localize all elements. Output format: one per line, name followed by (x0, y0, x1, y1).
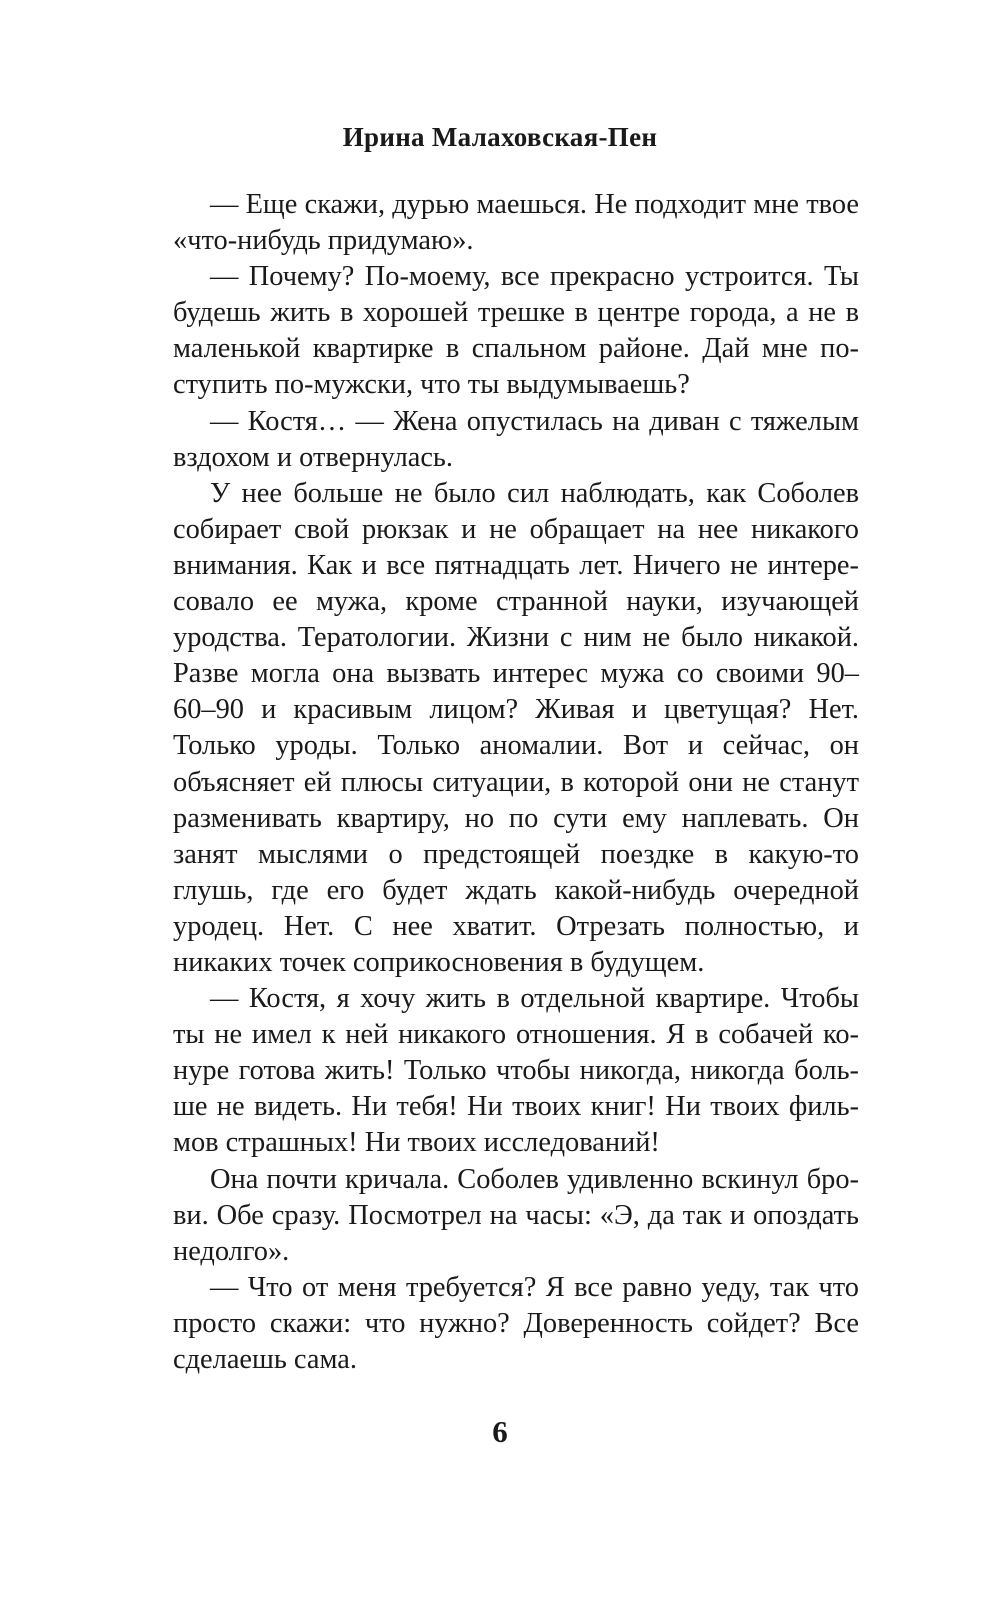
running-head: Ирина Малаховская-Пен (342, 122, 658, 152)
paragraph-2: — Почему? По-моему, все прекрасно устроится. Ты будешь жить в хорошей трешке в центре города, а не в маленькой квартирке в спальном районе. Дай мне поступить по-мужски, что ты выдумываешь? (173, 261, 859, 401)
page-number: 6 (492, 1414, 508, 1449)
body-text (173, 187, 859, 1378)
paragraph-4: У нее больше не было сил наблюдать, как Соболев собирает свой рюкзак и не обращает на нее никакого внимания. Как и все пятнадцать лет. Ничего не интересовало ее мужа, кроме странной науки, изучающей уродства. Тератологии. Жизни с ним не было никакой. Разве могла она вызвать интерес мужа со своими 90–60–90 и красивым лицом? Живая и цветущая? Нет. Только уроды. Только аномалии. Вот и сейчас, он объясняет ей плюсы ситуации, в которой они не станут разменивать квартиру, но по сути ему наплевать. Он занят мыслями о предстоящей поездке в какую-то глушь, где его будет ждать какой-нибудь очередной уродец. Нет. С нее хватит. Отрезать полностью, и никаких точек соприкосновения в будущем. (173, 477, 859, 978)
paragraph-1: — Еще скажи, дурью маешься. Не подходит мне твое «что-нибудь придумаю». (173, 189, 859, 257)
paragraph-6: Она почти кричала. Соболев удивленно вскинул брови. Обе сразу. Посмотрел на часы: «Э, да так и опоздать недолго». (173, 1163, 859, 1267)
paragraph-5: — Костя, я хочу жить в отдельной квартире. Чтобы ты не имел к ней никакого отношения. Я в собачей конуре готова жить! Только чтобы никогда, никогда больше не видеть. Ни тебя! Ни твоих книг! Ни твоих фильмов страшных! Ни твоих исследований! (173, 983, 859, 1159)
paragraph-3: — Костя… — Жена опустилась на диван с тяжелым вздохом и отвернулась. (173, 405, 859, 473)
paragraph-7: — Что от меня требуется? Я все равно уеду, так что просто скажи: что нужно? Доверенность сойдет? Все сделаешь сама. (173, 1271, 859, 1375)
